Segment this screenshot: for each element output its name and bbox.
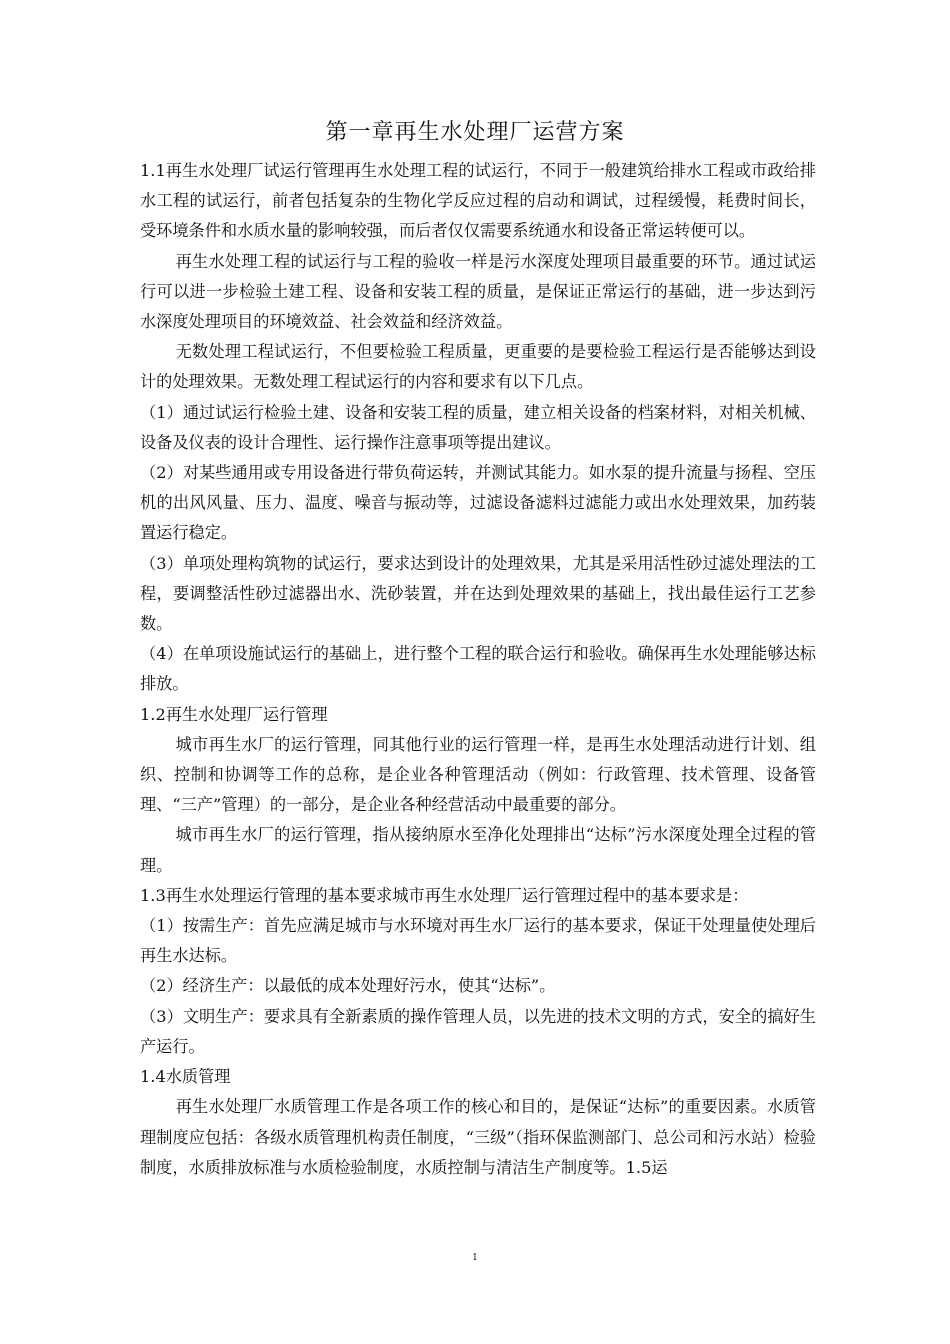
- document-title: 第一章再生水处理厂运营方案: [325, 120, 625, 145]
- list-item-4: （4）在单项设施试运行的基础上，进行整个工程的联合运行和验收。确保再生水处理能够达标排放。: [140, 644, 816, 694]
- requirement-item-1: （1）按需生产：首先应满足城市与水环境对再生水厂运行的基本要求，保证干处理量使处理后再生水达标。: [140, 916, 816, 966]
- paragraph-trial-run-requirements: 无数处理工程试运行，不但要检验工程质量，更重要的是要检验工程运行是否能够达到设计的处理效果。无数处理工程试运行的内容和要求有以下几点。: [140, 342, 816, 392]
- paragraph-trial-run-acceptance: 再生水处理工程的试运行与工程的验收一样是污水深度处理项目最重要的环节。通过试运行可以进一步检验土建工程、设备和安装工程的质量，是保证正常运行的基础，进一步达到污水深度处理项目的环境效益、社会效益和经济效益。: [140, 251, 816, 332]
- list-item-1: （1）通过试运行检验土建、设备和安装工程的质量，建立相关设备的档案材料，对相关机械、设备及仪表的设计合理性、运行操作注意事项等提出建议。: [140, 402, 816, 452]
- list-item-2: （2）对某些通用或专用设备进行带负荷运转，并测试其能力。如水泵的提升流量与扬程、空压机的出风风量、压力、温度、噪音与振动等，过滤设备滤料过滤能力或出水处理效果，加药装置运行稳定。: [140, 463, 816, 543]
- page-number: 1: [472, 1253, 478, 1263]
- section-heading-1-3: 1.3再生水处理运行管理的基本要求城市再生水处理厂运行管理过程中的基本要求是：: [140, 885, 749, 905]
- document-body: [140, 156, 816, 1183]
- requirement-item-2: （2）经济生产：以最低的成本处理好污水，使其“达标”。: [140, 976, 556, 996]
- paragraph-operation-management: 城市再生水厂的运行管理，同其他行业的运行管理一样，是再生水处理活动进行计划、组织、控制和协调等工作的总称，是企业各种管理活动（例如：行政管理、技术管理、设备管理、“三产”管理）的一部分，是企业各种经营活动中最重要的部分。: [140, 734, 816, 815]
- requirement-item-3: （3）文明生产：要求具有全新素质的操作管理人员，以先进的技术文明的方式，安全的搞好生产运行。: [140, 1006, 816, 1056]
- section-heading-1-4: 1.4水质管理: [140, 1067, 231, 1087]
- paragraph-water-quality: 再生水处理厂水质管理工作是各项工作的核心和目的，是保证“达标”的重要因素。水质管理制度应包括：各级水质管理机构责任制度，“三级”（指环保监测部门、总公司和污水站）检验制度，水质排放标准与水质检验制度，水质控制与清洁生产制度等。1.5运: [140, 1097, 816, 1177]
- paragraph-operation-scope: 城市再生水厂的运行管理，指从接纳原水至净化处理排出“达标”污水深度处理全过程的管理。: [140, 825, 816, 875]
- section-heading-1-2: 1.2再生水处理厂运行管理: [140, 704, 328, 724]
- paragraph-1-1: 1.1再生水处理厂试运行管理再生水处理工程的试运行，不同于一般建筑给排水工程或市政给排水工程的试运行，前者包括复杂的生物化学反应过程的启动和调试，过程缓慢，耗费时间长，受环境条件和水质水量的影响较强，而后者仅仅需要系统通水和设备正常运转便可以。: [140, 161, 816, 241]
- list-item-3: （3）单项处理构筑物的试运行，要求达到设计的处理效果，尤其是采用活性砂过滤处理法的工程，要调整活性砂过滤器出水、洗砂装置，并在达到处理效果的基础上，找出最佳运行工艺参数。: [140, 553, 816, 634]
